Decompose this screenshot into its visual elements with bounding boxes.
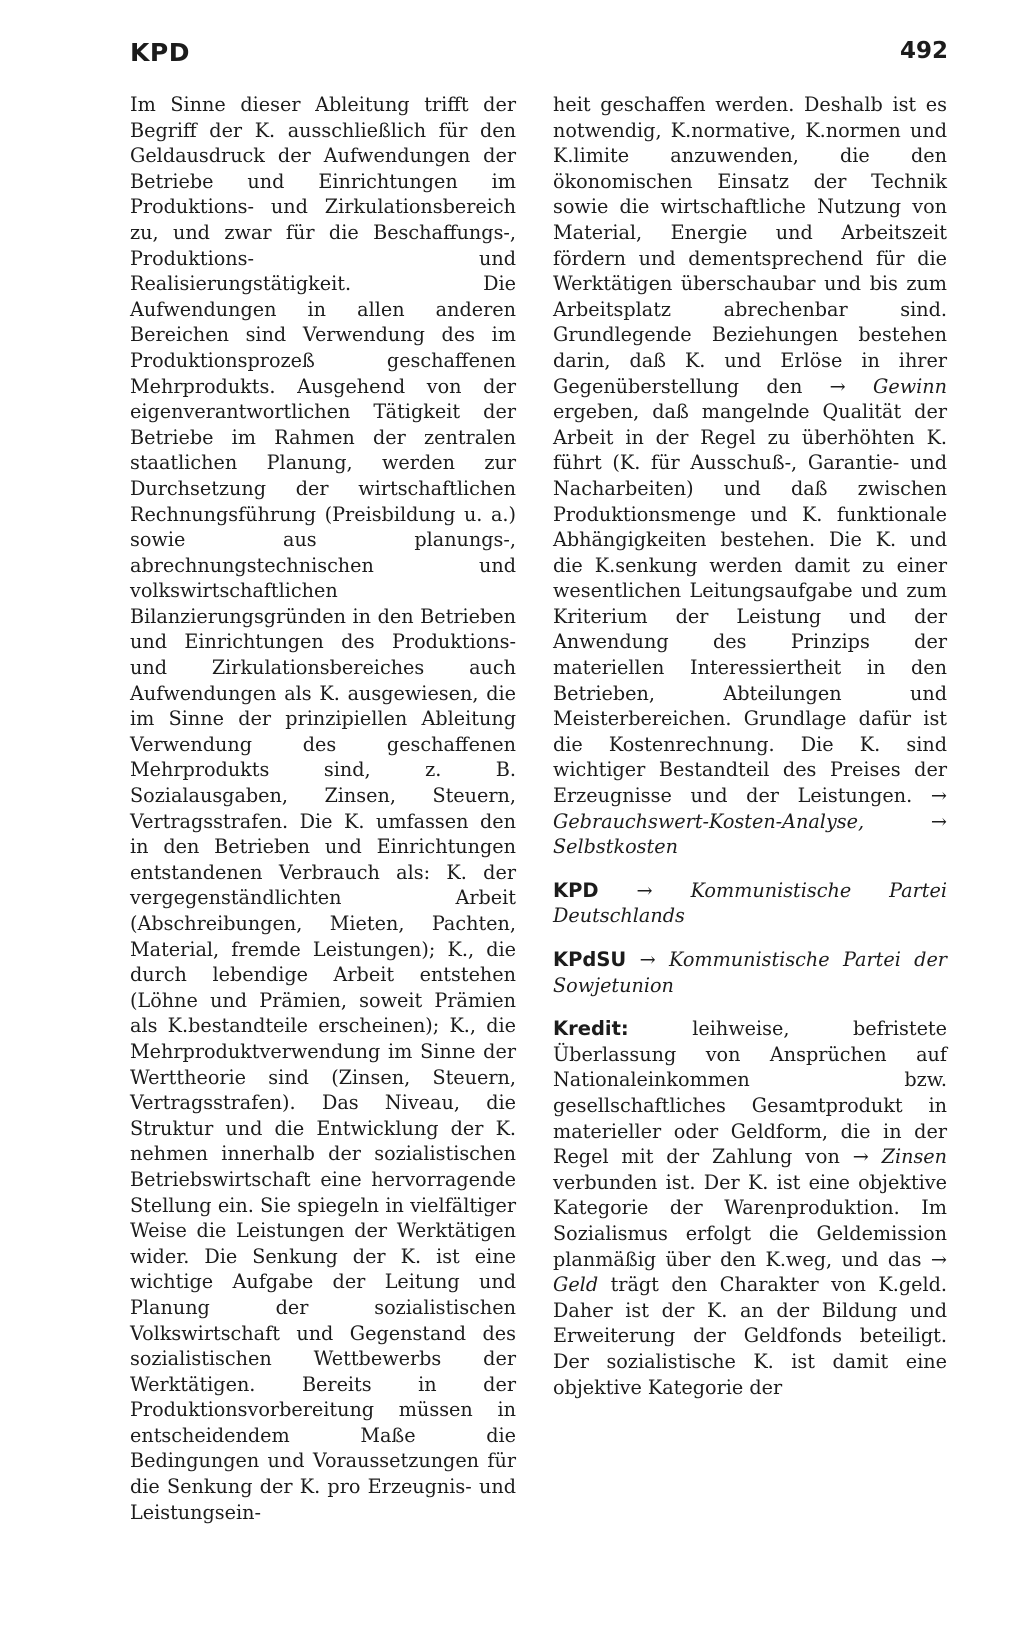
running-head: KPD	[130, 38, 190, 67]
cross-reference-arrow-icon: →	[829, 374, 846, 398]
cross-reference-gebrauchswert-kosten-analyse[interactable]: Gebrauchswert-Kosten-Analyse,	[553, 809, 865, 833]
entry-keyword: KPdSU	[553, 948, 627, 971]
kosten-entry-end	[553, 92, 947, 860]
entry-keyword: KPD	[553, 878, 599, 902]
kosten-entry-continuation: Im Sinne dieser Ableitung trifft der Begriff der K. ausschließlich für den Geldausdruck der Aufwendungen der Betriebe und Einrichtungen im Produktions- und Zirkulationsbereich zu, und zwar für die Beschaffungs-, Produktions- und Realisierungstätigkeit. Die Aufwendungen in allen anderen Bereichen sind Verwendung des im Produktionsprozeß geschaffenen Mehrprodukts. Ausgehend von der eigenverantwortlichen Tätigkeit der Betriebe im Rahmen der zentralen staatlichen Planung, werden zur Durchsetzung der wirtschaftlichen Rechnungsführung (Preisbildung u. a.) sowie aus planungs-, abrechnungstechnischen und volkswirtschaftlichen Bilanzierungsgründen in den Betrieben und Einrichtungen des Produktions- und Zirkulationsbereiches auch Aufwendungen als K. ausgewiesen, die im Sinne der prinzipiellen Ableitung Verwendung des geschaffenen Mehrprodukts sind, z. B. Sozialausgaben, Zinsen, Steuern, Vertragsstrafen. Die K. umfassen den in den Betrieben und Einrichtungen entstandenen Verbrauch als: K. der vergegenständlichten Arbeit (Abschreibungen, Mieten, Pachten, Material, fremde Leistungen); K., die durch lebendige Arbeit entstehen (Löhne und Prämien, soweit Prämien als K.bestandteile erscheinen); K., die Mehrproduktverwendung im Sinne der Werttheorie sind (Zinsen, Steuern, Vertragsstrafen). Das Niveau, die Struktur und die Entwicklung der K. nehmen innerhalb der sozialistischen Betriebswirtschaft eine hervorragende Stellung ein. Sie spiegeln in vielfältiger Weise die Leistungen der Werktätigen wider. Die Senkung der K. ist eine wichtige Aufgabe der Leitung und Planung der sozialistischen Volkswirtschaft und Gegenstand des sozialistischen Wettbewerbs der Werktätigen. Bereits in der Produktionsvorbereitung müssen in entscheidendem Maße die Bedingungen und Voraussetzungen für die Senkung der K. pro Erzeugnis- und Leistungsein-	[130, 93, 516, 1524]
kredit-text-part1: leihweise, befristete Überlassung von Ansprüchen auf Nationaleinkommen bzw. gesellschaftliches Gesamtprodukt in materieller oder Geldform, die in der Regel mit der Zahlung von	[553, 1017, 947, 1169]
entry-kredit	[553, 1016, 947, 1400]
kredit-text-part2: verbunden ist. Der K. ist eine objektive Kategorie der Warenproduktion. Im Sozialismus erfolgt die Geldemission planmäßig über den K.weg, und das	[553, 1170, 947, 1271]
right-column	[553, 92, 947, 1400]
cross-reference-kpd[interactable]: Kommunistische Partei Deutschlands	[553, 878, 947, 928]
left-column	[130, 92, 516, 1525]
cross-reference-kpdsu[interactable]: Kommunistische Partei der Sowjetunion	[553, 948, 947, 997]
cross-reference-arrow-icon: →	[930, 809, 947, 833]
kosten-text-part2: ergeben, daß mangelnde Qualität der Arbeit in der Regel zu überhöhten K. führt (K. für Ausschuß-, Garantie- und Nacharbeiten) und daß zwischen Produktionsmenge und K. funktionale Abhängigkeiten bestehen. Die K. und die K.senkung werden damit zu einer wesentlichen Leitungsaufgabe und zum Kriterium der Leistung und der Anwendung des Prinzips der materiellen Interessiertheit in den Betrieben, Abteilungen und Meisterbereichen. Grundlage dafür ist die Kostenrechnung. Die K. sind wichtiger Bestandteil des Preises der Erzeugnisse und der Leistungen.	[553, 400, 947, 808]
kredit-text-part3: trägt den Charakter von K.geld. Daher ist der K. an der Bildung und Erweiterung der Geldfonds beteiligt. Der sozialistische K. ist damit eine objektive Kategorie der	[553, 1273, 947, 1399]
cross-reference-arrow-icon: →	[639, 948, 656, 971]
cross-reference-selbstkosten[interactable]: Selbstkosten	[553, 835, 678, 859]
entry-kpd	[553, 878, 947, 929]
page-number: 492	[899, 38, 948, 64]
cross-reference-arrow-icon: →	[852, 1145, 869, 1169]
cross-reference-arrow-icon: →	[930, 784, 947, 808]
entry-kpdsu	[553, 947, 947, 998]
cross-reference-arrow-icon: →	[930, 1247, 947, 1271]
kosten-text-part1: heit geschaffen werden. Deshalb ist es notwendig, K.normative, K.normen und K.limite anzuwenden, die den ökonomischen Einsatz der Technik sowie die wirtschaftliche Nutzung von Material, Energie und Arbeitszeit fördern und dementsprechend für die Werktätigen überschaubar und bis zum Arbeitsplatz abrechenbar sind. Grundlegende Beziehungen bestehen darin, daß K. und Erlöse in ihrer Gegenüberstellung den	[553, 93, 947, 398]
page-header	[130, 38, 948, 78]
entry-keyword: Kredit:	[553, 1017, 629, 1041]
cross-reference-geld[interactable]: Geld	[553, 1273, 599, 1297]
cross-reference-gewinn[interactable]: Gewinn	[873, 374, 947, 398]
cross-reference-zinsen[interactable]: Zinsen	[881, 1145, 948, 1169]
cross-reference-arrow-icon: →	[636, 878, 653, 902]
